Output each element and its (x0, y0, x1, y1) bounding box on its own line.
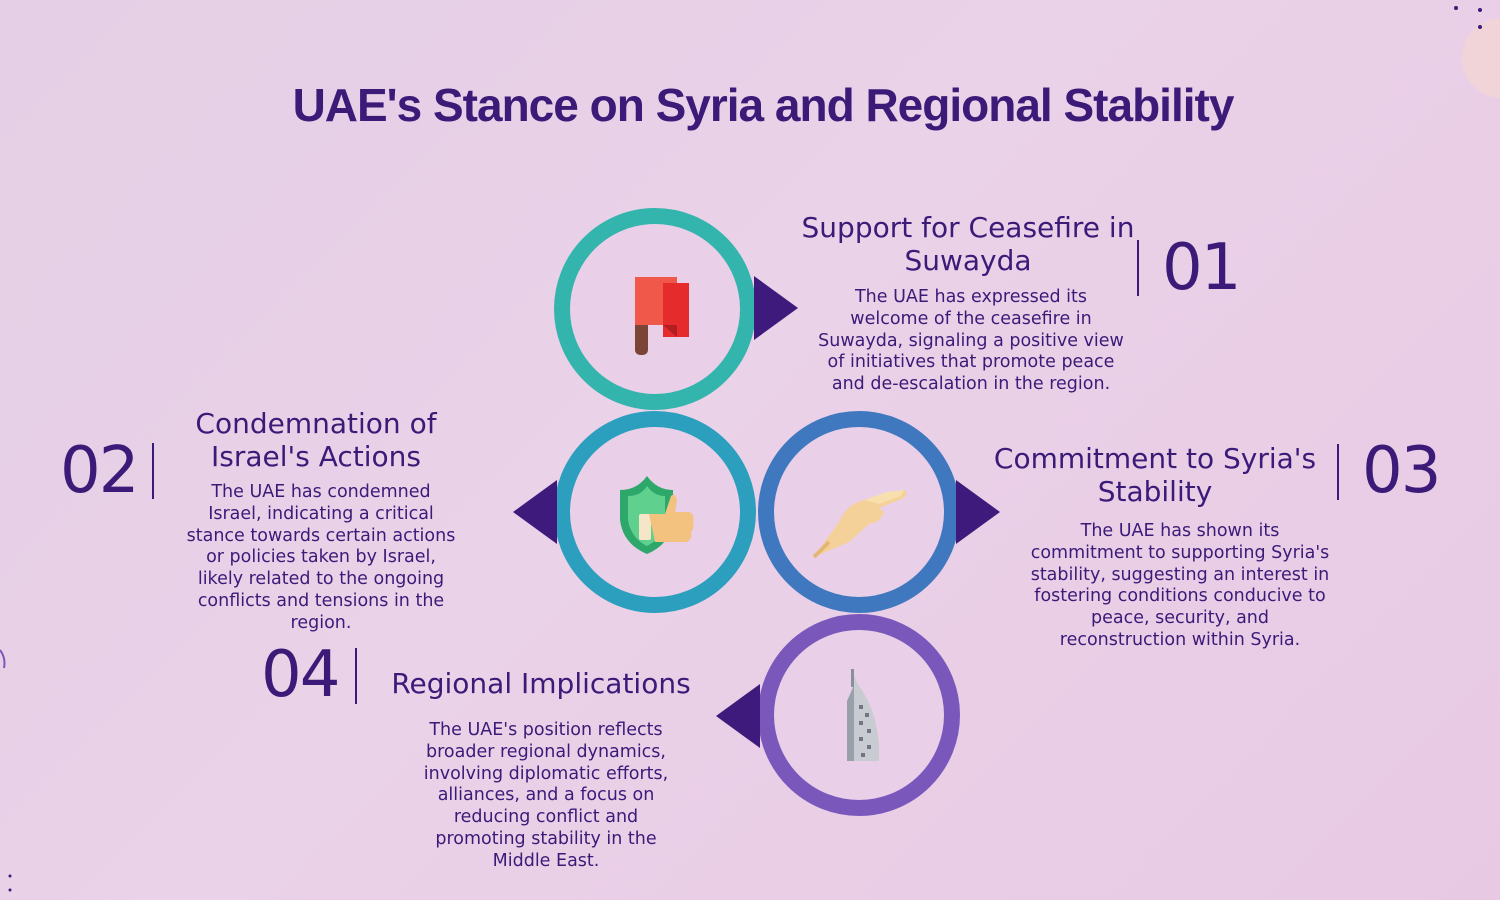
item-03-divider (1337, 444, 1339, 500)
burj-al-arab-icon (809, 665, 909, 765)
item-01-description: The UAE has expressed its welcome of the ceasefire in Suwayda, signaling a positive view of initiatives that promote peace and de-escalation in the region. (818, 287, 1124, 395)
arrow-04 (716, 684, 760, 748)
shield-thumbs-up-icon (605, 462, 705, 562)
item-02-heading: Condemnation of Israel's Actions (195, 407, 437, 473)
item-01-divider (1137, 240, 1139, 296)
item-04-circle (758, 614, 960, 816)
item-01-number: 01 (1162, 231, 1240, 305)
item-04-divider (355, 648, 357, 704)
item-03-circle (758, 411, 960, 613)
item-03-description: The UAE has shown its commitment to supporting Syria's stability, suggesting an interest in fostering conditions conducive to peace, security, and reconstruction within Syria. (1030, 521, 1330, 650)
arrow-02 (513, 480, 557, 544)
item-03-heading: Commitment to Syria's Stability (993, 442, 1317, 508)
item-02-description: The UAE has condemned Israel, indicating a critical stance towards certain actions or policies taken by Israel, likely related to the ongoing conflicts and tensions in the region. (186, 482, 456, 633)
item-04-heading: Regional Implications (391, 667, 691, 700)
item-02-circle (554, 411, 756, 613)
item-01-circle (554, 208, 756, 410)
item-01-heading: Support for Ceasefire in Suwayda (801, 211, 1135, 277)
arrow-01 (754, 276, 798, 340)
item-02-divider (152, 443, 154, 499)
item-04-number: 04 (261, 638, 339, 712)
item-04-description: The UAE's position reflects broader regional dynamics, involving diplomatic efforts, alliances, and a focus on reducing conflict and promoting stability in the Middle East. (423, 720, 669, 871)
item-02-number: 02 (60, 434, 138, 508)
item-03-number: 03 (1362, 434, 1440, 508)
corner-decoration-left (0, 640, 20, 900)
pointing-hand-icon (809, 462, 909, 562)
page-title: UAE's Stance on Syria and Regional Stability (292, 79, 1234, 131)
flag-icon (605, 259, 705, 359)
